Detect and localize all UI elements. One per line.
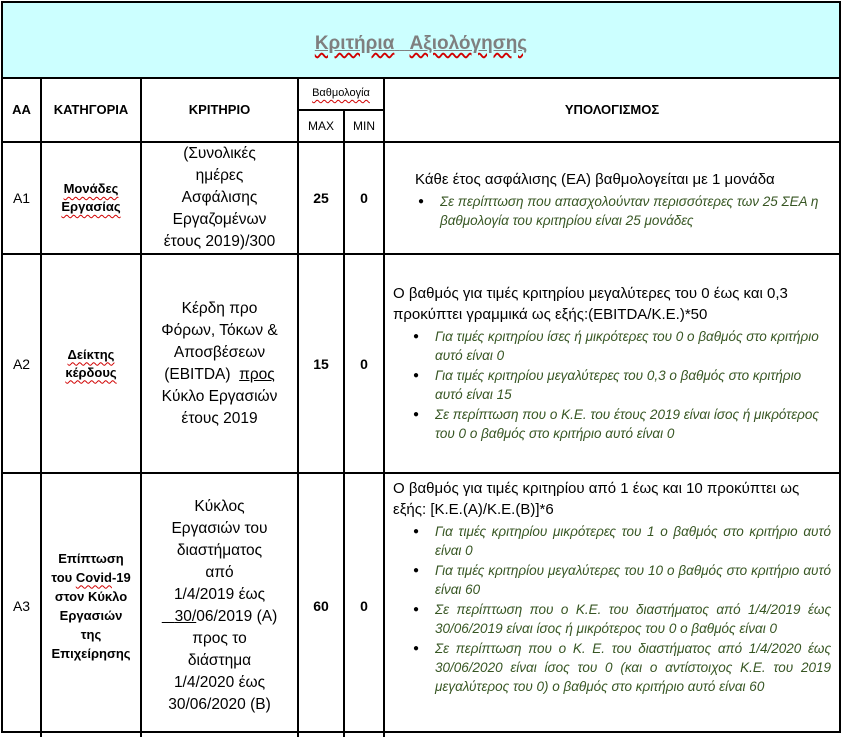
header-min: MIN (344, 110, 384, 142)
page-title (315, 33, 527, 55)
calc-note (413, 639, 832, 696)
row-criterion (141, 142, 298, 254)
criterion-line: Εργασιών του (171, 519, 268, 537)
criterion-line: διάστημα (187, 651, 252, 669)
row-category (41, 142, 141, 254)
category-line: της (80, 626, 102, 642)
category-line: κέρδους (65, 364, 117, 380)
row-calculation (384, 142, 839, 254)
category-line: Μονάδες (63, 181, 119, 196)
row-aa: A3 (3, 473, 41, 737)
row-calculation (384, 473, 839, 737)
row-calculation (384, 254, 839, 473)
row-criterion (141, 473, 298, 737)
evaluation-criteria-table (1, 1, 841, 733)
criteria-grid (3, 77, 839, 737)
note-text: Για τιμές κριτηρίου μεγαλύτερες του 0,3 ο βαθμός στο κριτήριο αυτό είναι 15 (435, 368, 802, 402)
criterion-line: Φόρων, Τόκων & (161, 321, 278, 339)
criterion-line: από (205, 563, 234, 581)
row-min: 0 (344, 254, 384, 473)
criterion-line: (Συνολικές (183, 145, 256, 162)
row-category (41, 473, 141, 737)
header-scoring-label: Βαθμολογία (312, 87, 370, 99)
row-max: 60 (298, 473, 344, 737)
criterion-line: διαστήματος (176, 541, 263, 559)
criterion-line: Κέρδη προ (181, 299, 258, 317)
criterion-line: 1/4/2019 έως (173, 585, 266, 603)
calc-notes (393, 327, 831, 443)
covid-word: Covid (75, 569, 112, 585)
calc-main-text: Κάθε έτος ασφάλισης (ΕΑ) βαθμολογείται με 1 μονάδα (415, 171, 775, 188)
criterion-ebitda: (EBITDA) (164, 365, 231, 383)
criterion-line: προς το (192, 629, 247, 647)
bullet-icon: ● (413, 643, 420, 654)
bullet-icon: ● (413, 526, 420, 537)
header-category: ΚΑΤΗΓΟΡΙΑ (41, 77, 141, 142)
calc-main-text: Ο βαθμός για τιμές κριτηρίου από 1 έως και 10 προκύπτει ως εξής: [Κ.Ε.(Α)/Κ.Ε.(Β)]*6 (393, 480, 800, 518)
row-aa: A2 (3, 254, 41, 473)
header-calculation: ΥΠΟΛΟΓΙΣΜΟΣ (384, 77, 839, 142)
row-min: 0 (344, 142, 384, 254)
note-text: Για τιμές κριτηρίου μικρότερες του 1 ο βαθμός στο κριτήριο αυτό είναι 0 (435, 524, 832, 558)
category-line: Εργασίας (61, 199, 121, 214)
bullet-icon: ● (418, 196, 425, 207)
bullet-icon: ● (413, 370, 420, 381)
table-row-a2 (3, 254, 839, 473)
calc-note (413, 405, 831, 443)
table-row-a3 (3, 473, 839, 737)
note-text: Σε περίπτωση που ο Κ.Ε. του διαστήματος από 1/4/2019 έως 30/06/2019 είναι ίσος ή μικρότερος του 0 ο βαθμός είναι 0 (435, 602, 832, 636)
row-max: 25 (298, 142, 344, 254)
criterion-underlined (162, 608, 196, 625)
header-criterion: ΚΡΙΤΗΡΙΟ (141, 77, 298, 142)
calc-notes (415, 192, 831, 230)
calc-note (413, 366, 831, 404)
note-text: Σε περίπτωση που ο Κ.Ε. του έτους 2019 είναι ίσος ή μικρότερος του 0 ο βαθμός στο κριτήριο αυτό είναι 0 (435, 407, 819, 441)
criterion-line: 06/2019 (A) (196, 607, 278, 625)
criterion-line: ημέρες (195, 167, 244, 184)
category-line: Επιχείρησης (51, 645, 131, 661)
header-aa: AA (3, 77, 41, 142)
bullet-icon: ● (413, 604, 420, 615)
title-word-2: Αξιολόγησης (409, 33, 528, 54)
note-text: Για τιμές κριτηρίου ίσες ή μικρότερες του 0 ο βαθμός στο κριτήριο αυτό είναι 0 (435, 329, 819, 363)
note-text: Σε περίπτωση που ο Κ. Ε. του διαστήματος από 1/4/2020 έως 30/06/2020 είναι ίσος του 0 (και ο αντίστοιχος Κ.Ε. του 2019 μεγαλύτερος του 0) ο βαθμός στο κριτήριο αυτό είναι 60 (435, 641, 832, 694)
title-bar (3, 3, 839, 79)
bullet-icon: ● (413, 331, 420, 342)
note-text: Σε περίπτωση που απασχολούνταν περισσότερες των 25 ΣΕΑ η βαθμολογία του κριτηρίου είναι 25 μονάδες (440, 194, 819, 228)
bullet-icon: ● (413, 409, 420, 420)
row-aa: A1 (3, 142, 41, 254)
calc-note (413, 561, 832, 599)
criterion-line: έτους 2019)/300 (163, 233, 276, 250)
calc-notes (393, 522, 831, 696)
criterion-line: Ασφάλισης (181, 189, 258, 206)
calc-main-text: Ο βαθμός για τιμές κριτηρίου μεγαλύτερες του 0 έως και 0,3 προκύπτει γραμμικά ως εξής:(EBITDA/K.E.)*50 (393, 285, 788, 323)
criterion-line: Αποσβέσεων (173, 343, 266, 361)
calc-note (418, 192, 831, 230)
row-criterion (141, 254, 298, 473)
criterion-line: 30/06/2020 (B) (168, 695, 271, 713)
header-scoring (298, 77, 384, 110)
criterion-line: Κύκλος (194, 497, 245, 515)
criterion-line: Εργαζομένων (172, 211, 267, 228)
criterion-pros: προς (239, 365, 275, 383)
category-line: Επίπτωση (58, 550, 124, 566)
note-text: Για τιμές κριτηρίου μεγαλύτερες του 10 ο βαθμός στο κριτήριο αυτό είναι 60 (435, 563, 832, 597)
category-line: στον Κύκλο (54, 588, 128, 604)
title-space (400, 33, 405, 54)
criterion-line: έτους 2019 (181, 409, 258, 427)
calc-note (413, 600, 832, 638)
criterion-line: 1/4/2020 έως (173, 673, 266, 691)
calc-note (413, 327, 831, 365)
table-row-a1 (3, 142, 839, 254)
row-max: 15 (298, 254, 344, 473)
category-line: Εργασιών (59, 607, 123, 623)
criterion-line: Κύκλο Εργασιών (161, 387, 278, 405)
title-word-1: Κριτήρια (314, 33, 395, 54)
calc-note (413, 522, 832, 560)
category-line: του Covid-19 (51, 569, 131, 585)
row-min: 0 (344, 473, 384, 737)
header-max: MAX (298, 110, 344, 142)
category-line: Δείκτης (67, 346, 115, 362)
bullet-icon: ● (413, 565, 420, 576)
row-category (41, 254, 141, 473)
criterion-underlined-text: 30/ (174, 607, 197, 625)
